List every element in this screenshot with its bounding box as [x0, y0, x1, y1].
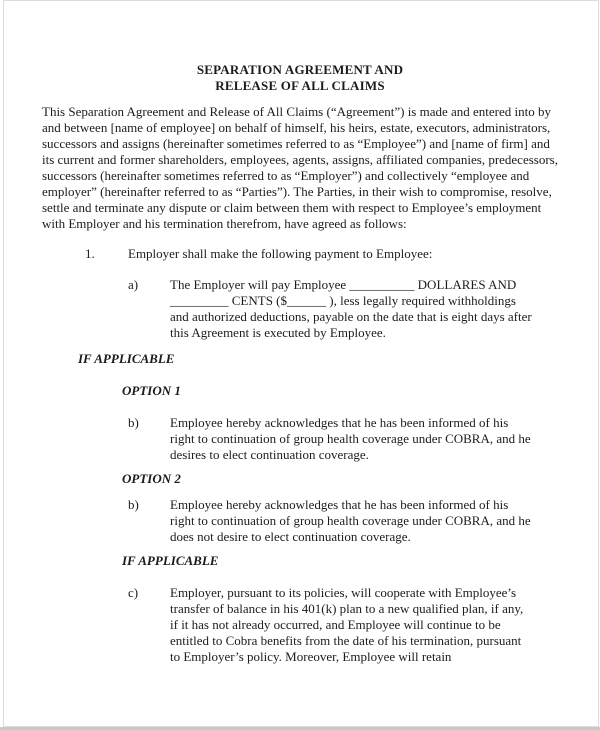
- clause-1c: [128, 585, 532, 665]
- heading-option-1: OPTION 1: [122, 383, 181, 398]
- clause-text: The Employer will pay Employee __________ DOLLARES AND _________ CENTS ($______ ), less legally required withholdings and authorized deductions, payable on the date that is eight days after this Agreement is executed by Employee.: [170, 277, 532, 340]
- clause-letter: b): [128, 415, 139, 430]
- clause-1: [85, 246, 540, 262]
- intro-paragraph: This Separation Agreement and Release of All Claims (“Agreement”) is made and entered into by and between [name of employee] on behalf of himself, his heirs, estate, executors, administrators, successors and assigns (hereinafter sometimes referred to as “Employee”) and [name of firm] and its current and former shareholders, employees, agents, assigns, affiliated companies, predecessors, successors (hereinafter sometimes referred to as “Employer”) and collectively “employee and employer” (hereinafter referred to as “Parties”). The Parties, in their wish to compromise, resolve, settle and terminate any dispute or claim between them with respect to Employee’s employment with Employer and his termination therefrom, have agreed as follows:: [42, 104, 558, 231]
- clause-text: Employer, pursuant to its policies, will cooperate with Employee’s transfer of balance in his 401(k) plan to a new qualified plan, if any, if it has not already occurred, and Employee will continue to be entitled to Cobra benefits from the date of his termination, pursuant to Employer’s policy. Moreover, Employee will retain: [170, 585, 524, 664]
- clause-number: 1.: [85, 246, 95, 261]
- title-line-1: SEPARATION AGREEMENT AND: [196, 62, 404, 77]
- clause-text: Employee hereby acknowledges that he has been informed of his right to continuation of group health coverage under COBRA, and he does not desire to elect continuation coverage.: [170, 497, 531, 544]
- title-line-2: RELEASE OF ALL CLAIMS: [215, 78, 385, 93]
- clause-letter: c): [128, 585, 139, 600]
- heading-option-2: OPTION 2: [122, 471, 181, 486]
- document-title: [0, 62, 600, 94]
- heading-if-applicable-2: IF APPLICABLE: [122, 553, 219, 568]
- clause-1b-option2: [128, 497, 532, 545]
- heading-if-applicable-1: IF APPLICABLE: [78, 351, 175, 366]
- clause-1b-option1: [128, 415, 532, 463]
- clause-letter: a): [128, 277, 139, 292]
- clause-text: Employer shall make the following payment to Employee:: [128, 246, 433, 261]
- clause-text: Employee hereby acknowledges that he has been informed of his right to continuation of group health coverage under COBRA, and he desires to elect continuation coverage.: [170, 415, 531, 462]
- clause-1a: [128, 277, 532, 341]
- clause-letter: b): [128, 497, 139, 512]
